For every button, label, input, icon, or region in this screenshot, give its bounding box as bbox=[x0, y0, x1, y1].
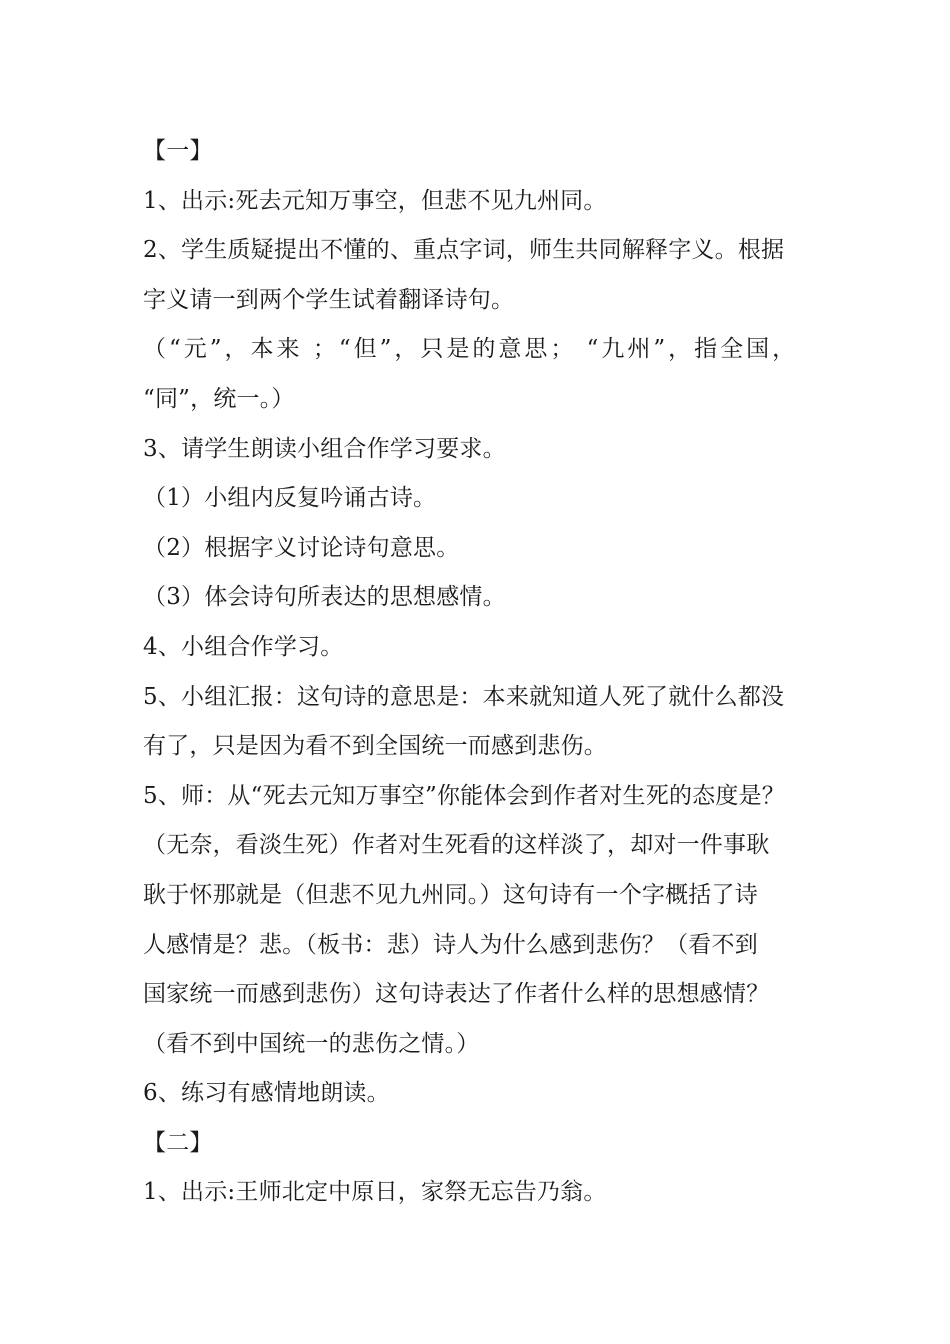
step-5-report-text: 5、小组汇报：这句诗的意思是：本来就知道人死了就什么都没 bbox=[143, 683, 785, 710]
glossary-line: （“元”，本来 ；“但”，只是的意思； “九州”，指全国， bbox=[143, 336, 799, 363]
step-6-text: 6、练习有感情地朗读。 bbox=[143, 1080, 390, 1107]
requirement-1: （1）小组内反复吟诵古诗。 bbox=[143, 485, 437, 512]
requirement-3: （3）体会诗句所表达的思想感情。 bbox=[143, 584, 506, 611]
step-5-report-text-continued: 有了，只是因为看不到全国统一而感到悲伤。 bbox=[143, 733, 607, 760]
step-5-teacher-text-6: （看不到中国统一的悲伤之情。） bbox=[143, 1030, 480, 1057]
step-5-teacher-text-2: （无奈，看淡生死）作者对生死看的这样淡了，却对一件事耿 bbox=[143, 832, 770, 859]
section-heading-2: 【二】 bbox=[143, 1129, 213, 1156]
step-5-teacher-text-5: 国家统一而感到悲伤）这句诗表达了作者什么样的思想感情？ bbox=[143, 981, 770, 1008]
step-1-poem-line: 1、出示:死去元知万事空，但悲不见九州同。 bbox=[143, 187, 607, 214]
step-5-teacher-text-3: 耿于怀那就是（但悲不见九州同。）这句诗有一个字概括了诗 bbox=[143, 881, 758, 908]
step-3-text: 3、请学生朗读小组合作学习要求。 bbox=[143, 435, 506, 462]
step-2-text: 2、学生质疑提出不懂的、重点字词，师生共同解释字义。根据 bbox=[143, 237, 785, 264]
document-body bbox=[143, 127, 843, 1218]
glossary-line-continued: “同”，统一。） bbox=[143, 385, 295, 412]
section-heading-1: 【一】 bbox=[143, 138, 213, 164]
step-4-text: 4、小组合作学习。 bbox=[143, 633, 344, 660]
step-2-text-continued: 字义请一到两个学生试着翻译诗句。 bbox=[143, 286, 515, 313]
step-5-teacher-text-4: 人感情是？悲。（板书：悲）诗人为什么感到悲伤？（看不到 bbox=[143, 931, 758, 958]
requirement-2: （2）根据字义讨论诗句意思。 bbox=[143, 534, 460, 561]
step-5-teacher-text: 5、师：从“死去元知万事空”你能体会到作者对生死的态度是？ bbox=[143, 782, 785, 809]
section-2-step-1-poem-line: 1、出示:王师北定中原日，家祭无忘告乃翁。 bbox=[143, 1179, 607, 1206]
